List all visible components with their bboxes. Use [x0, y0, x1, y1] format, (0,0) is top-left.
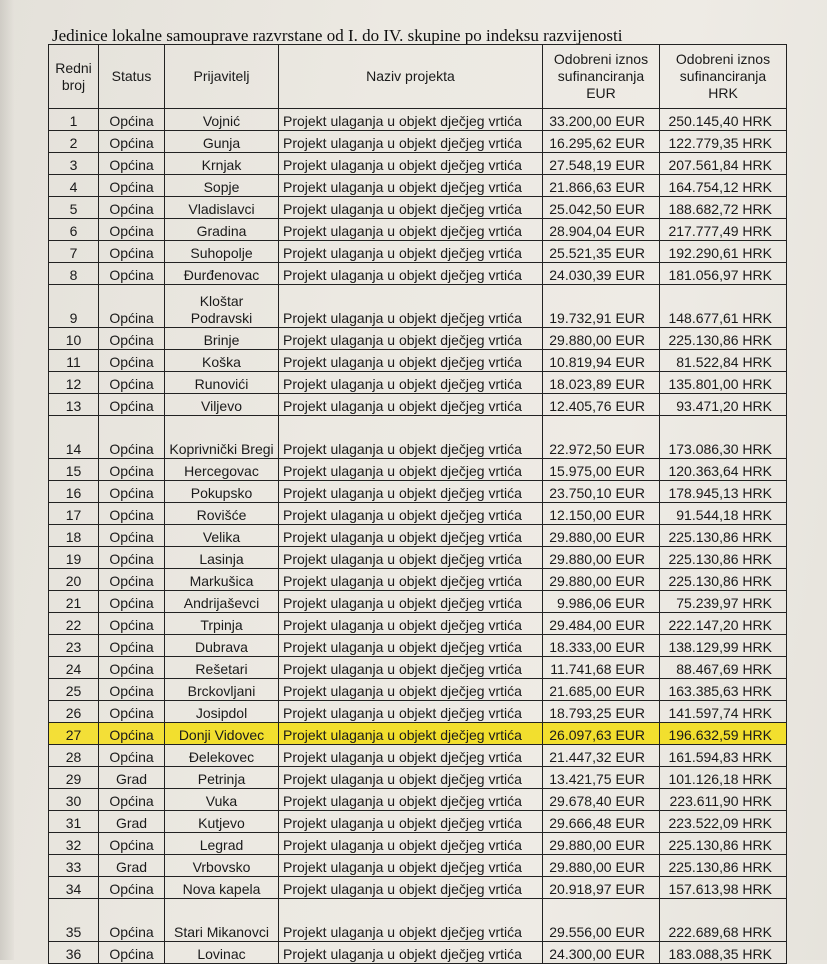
row-status: Općina [99, 394, 165, 416]
row-number: 10 [49, 328, 99, 350]
row-amount-eur: 25.521,35 EUR [543, 241, 660, 263]
row-number: 34 [49, 877, 99, 899]
row-project: Projekt ulaganja u objekt dječjeg vrtića [279, 241, 543, 263]
row-status: Općina [99, 503, 165, 525]
row-applicant: Nova kapela [165, 877, 279, 899]
row-amount-eur: 28.904,04 EUR [543, 219, 660, 241]
row-project: Projekt ulaganja u objekt dječjeg vrtića [279, 679, 543, 701]
table-row [49, 679, 787, 701]
row-number: 25 [49, 679, 99, 701]
row-project: Projekt ulaganja u objekt dječjeg vrtića [279, 263, 543, 285]
row-applicant: Sopje [165, 175, 279, 197]
row-status: Općina [99, 372, 165, 394]
table-row [49, 131, 787, 153]
row-amount-eur: 29.556,00 EUR [543, 899, 660, 942]
row-project: Projekt ulaganja u objekt dječjeg vrtića [279, 833, 543, 855]
row-applicant: Kloštar Podravski [165, 285, 279, 328]
table-row [49, 701, 787, 723]
row-amount-hrk: 138.129,99 HRK [660, 635, 787, 657]
row-amount-eur: 13.421,75 EUR [543, 767, 660, 789]
table-row [49, 263, 787, 285]
page-edge-shadow [0, 0, 14, 960]
row-amount-hrk: 164.754,12 HRK [660, 175, 787, 197]
row-status: Općina [99, 219, 165, 241]
row-amount-hrk: 225.130,86 HRK [660, 569, 787, 591]
row-status: Općina [99, 833, 165, 855]
row-number: 15 [49, 459, 99, 481]
row-number: 7 [49, 241, 99, 263]
row-amount-hrk: 101.126,18 HRK [660, 767, 787, 789]
row-number: 26 [49, 701, 99, 723]
row-project: Projekt ulaganja u objekt dječjeg vrtića [279, 197, 543, 219]
row-amount-hrk: 225.130,86 HRK [660, 833, 787, 855]
table-row [49, 394, 787, 416]
row-number: 12 [49, 372, 99, 394]
row-amount-eur: 29.880,00 EUR [543, 525, 660, 547]
row-status: Grad [99, 855, 165, 877]
row-amount-hrk: 91.544,18 HRK [660, 503, 787, 525]
row-status: Općina [99, 131, 165, 153]
row-amount-eur: 21.866,63 EUR [543, 175, 660, 197]
row-amount-eur: 24.300,00 EUR [543, 942, 660, 964]
row-amount-hrk: 207.561,84 HRK [660, 153, 787, 175]
row-number: 27 [49, 723, 99, 745]
row-project: Projekt ulaganja u objekt dječjeg vrtića [279, 591, 543, 613]
table-row [49, 591, 787, 613]
table-row [49, 745, 787, 767]
row-project: Projekt ulaganja u objekt dječjeg vrtića [279, 613, 543, 635]
row-status: Općina [99, 591, 165, 613]
row-applicant: Stari Mikanovci [165, 899, 279, 942]
row-status: Općina [99, 613, 165, 635]
row-project: Projekt ulaganja u objekt dječjeg vrtića [279, 877, 543, 899]
row-number: 22 [49, 613, 99, 635]
row-status: Općina [99, 569, 165, 591]
row-amount-eur: 18.793,25 EUR [543, 701, 660, 723]
table-row [49, 372, 787, 394]
row-amount-eur: 18.023,89 EUR [543, 372, 660, 394]
table-row [49, 153, 787, 175]
row-amount-hrk: 122.779,35 HRK [660, 131, 787, 153]
row-status: Grad [99, 767, 165, 789]
row-applicant: Koška [165, 350, 279, 372]
row-status: Općina [99, 701, 165, 723]
row-amount-eur: 33.200,00 EUR [543, 109, 660, 131]
row-project: Projekt ulaganja u objekt dječjeg vrtića [279, 350, 543, 372]
row-number: 5 [49, 197, 99, 219]
row-status: Općina [99, 175, 165, 197]
table-row [49, 481, 787, 503]
row-status: Općina [99, 328, 165, 350]
row-status: Grad [99, 811, 165, 833]
row-amount-eur: 29.678,40 EUR [543, 789, 660, 811]
row-amount-hrk: 181.056,97 HRK [660, 263, 787, 285]
row-number: 18 [49, 525, 99, 547]
row-number: 8 [49, 263, 99, 285]
row-project: Projekt ulaganja u objekt dječjeg vrtića [279, 372, 543, 394]
table-row [49, 789, 787, 811]
row-applicant: Velika [165, 525, 279, 547]
row-amount-eur: 19.732,91 EUR [543, 285, 660, 328]
row-amount-eur: 21.685,00 EUR [543, 679, 660, 701]
row-status: Općina [99, 877, 165, 899]
row-status: Općina [99, 481, 165, 503]
header-applicant: Prijavitelj [165, 45, 279, 109]
row-number: 9 [49, 285, 99, 328]
row-applicant: Lasinja [165, 547, 279, 569]
row-project: Projekt ulaganja u objekt dječjeg vrtića [279, 547, 543, 569]
row-number: 35 [49, 899, 99, 942]
row-number: 21 [49, 591, 99, 613]
row-project: Projekt ulaganja u objekt dječjeg vrtića [279, 745, 543, 767]
row-applicant: Kutjevo [165, 811, 279, 833]
row-number: 1 [49, 109, 99, 131]
row-status: Općina [99, 899, 165, 942]
table-row [49, 833, 787, 855]
row-number: 31 [49, 811, 99, 833]
row-project: Projekt ulaganja u objekt dječjeg vrtića [279, 219, 543, 241]
row-status: Općina [99, 657, 165, 679]
table-row [49, 175, 787, 197]
row-amount-eur: 25.042,50 EUR [543, 197, 660, 219]
row-amount-hrk: 75.239,97 HRK [660, 591, 787, 613]
row-amount-hrk: 157.613,98 HRK [660, 877, 787, 899]
row-number: 20 [49, 569, 99, 591]
row-status: Općina [99, 789, 165, 811]
row-project: Projekt ulaganja u objekt dječjeg vrtića [279, 899, 543, 942]
row-amount-hrk: 250.145,40 HRK [660, 109, 787, 131]
row-status: Općina [99, 679, 165, 701]
row-amount-eur: 29.880,00 EUR [543, 569, 660, 591]
header-hrk: Odobreni iznos sufinanciranja HRK [660, 45, 787, 109]
table-row [49, 525, 787, 547]
row-amount-eur: 11.741,68 EUR [543, 657, 660, 679]
table-row [49, 569, 787, 591]
row-number: 3 [49, 153, 99, 175]
row-amount-eur: 29.880,00 EUR [543, 328, 660, 350]
table-row [49, 328, 787, 350]
row-status: Općina [99, 547, 165, 569]
row-amount-hrk: 188.682,72 HRK [660, 197, 787, 219]
row-amount-hrk: 222.689,68 HRK [660, 899, 787, 942]
row-project: Projekt ulaganja u objekt dječjeg vrtića [279, 394, 543, 416]
row-applicant: Runovići [165, 372, 279, 394]
table-row [49, 109, 787, 131]
table-row [49, 547, 787, 569]
row-applicant: Trpinja [165, 613, 279, 635]
row-applicant: Rešetari [165, 657, 279, 679]
row-project: Projekt ulaganja u objekt dječjeg vrtića [279, 525, 543, 547]
table-row [49, 459, 787, 481]
row-amount-hrk: 225.130,86 HRK [660, 328, 787, 350]
row-status: Općina [99, 723, 165, 745]
row-amount-hrk: 192.290,61 HRK [660, 241, 787, 263]
row-amount-hrk: 217.777,49 HRK [660, 219, 787, 241]
row-project: Projekt ulaganja u objekt dječjeg vrtića [279, 569, 543, 591]
row-applicant: Koprivnički Bregi [165, 416, 279, 459]
row-applicant: Legrad [165, 833, 279, 855]
row-amount-eur: 29.880,00 EUR [543, 833, 660, 855]
row-status: Općina [99, 197, 165, 219]
row-project: Projekt ulaganja u objekt dječjeg vrtića [279, 789, 543, 811]
row-amount-hrk: 161.594,83 HRK [660, 745, 787, 767]
table-row [49, 635, 787, 657]
row-amount-eur: 24.030,39 EUR [543, 263, 660, 285]
row-project: Projekt ulaganja u objekt dječjeg vrtića [279, 657, 543, 679]
table-row [49, 723, 787, 745]
row-amount-eur: 22.972,50 EUR [543, 416, 660, 459]
row-amount-eur: 29.666,48 EUR [543, 811, 660, 833]
row-status: Općina [99, 241, 165, 263]
row-project: Projekt ulaganja u objekt dječjeg vrtića [279, 416, 543, 459]
row-applicant: Vrbovsko [165, 855, 279, 877]
row-project: Projekt ulaganja u objekt dječjeg vrtića [279, 503, 543, 525]
row-applicant: Vuka [165, 789, 279, 811]
row-project: Projekt ulaganja u objekt dječjeg vrtića [279, 328, 543, 350]
row-number: 13 [49, 394, 99, 416]
row-amount-hrk: 93.471,20 HRK [660, 394, 787, 416]
row-number: 29 [49, 767, 99, 789]
row-applicant: Petrinja [165, 767, 279, 789]
row-project: Projekt ulaganja u objekt dječjeg vrtića [279, 635, 543, 657]
row-applicant: Brckovljani [165, 679, 279, 701]
row-number: 4 [49, 175, 99, 197]
table-row [49, 767, 787, 789]
table-header-row [49, 45, 787, 109]
row-amount-hrk: 223.611,90 HRK [660, 789, 787, 811]
row-status: Općina [99, 942, 165, 964]
row-number: 24 [49, 657, 99, 679]
row-number: 2 [49, 131, 99, 153]
header-no: Redni broj [49, 45, 99, 109]
row-amount-eur: 29.880,00 EUR [543, 855, 660, 877]
row-applicant: Brinje [165, 328, 279, 350]
row-applicant: Vladislavci [165, 197, 279, 219]
row-project: Projekt ulaganja u objekt dječjeg vrtića [279, 153, 543, 175]
row-status: Općina [99, 109, 165, 131]
row-amount-eur: 12.405,76 EUR [543, 394, 660, 416]
row-number: 23 [49, 635, 99, 657]
row-amount-hrk: 225.130,86 HRK [660, 547, 787, 569]
row-status: Općina [99, 263, 165, 285]
row-applicant: Josipdol [165, 701, 279, 723]
row-amount-hrk: 81.522,84 HRK [660, 350, 787, 372]
table-row [49, 219, 787, 241]
row-applicant: Krnjak [165, 153, 279, 175]
row-number: 33 [49, 855, 99, 877]
row-amount-eur: 21.447,32 EUR [543, 745, 660, 767]
row-amount-hrk: 183.088,35 HRK [660, 942, 787, 964]
row-amount-eur: 9.986,06 EUR [543, 591, 660, 613]
row-project: Projekt ulaganja u objekt dječjeg vrtića [279, 811, 543, 833]
row-applicant: Pokupsko [165, 481, 279, 503]
row-status: Općina [99, 745, 165, 767]
row-applicant: Suhopolje [165, 241, 279, 263]
row-project: Projekt ulaganja u objekt dječjeg vrtića [279, 131, 543, 153]
row-amount-eur: 18.333,00 EUR [543, 635, 660, 657]
table-row [49, 855, 787, 877]
row-applicant: Andrijaševci [165, 591, 279, 613]
row-number: 6 [49, 219, 99, 241]
header-project: Naziv projekta [279, 45, 543, 109]
row-number: 30 [49, 789, 99, 811]
row-amount-hrk: 178.945,13 HRK [660, 481, 787, 503]
row-status: Općina [99, 525, 165, 547]
row-amount-eur: 16.295,62 EUR [543, 131, 660, 153]
row-amount-eur: 20.918,97 EUR [543, 877, 660, 899]
row-applicant: Rovišće [165, 503, 279, 525]
row-amount-hrk: 141.597,74 HRK [660, 701, 787, 723]
row-number: 17 [49, 503, 99, 525]
row-amount-hrk: 173.086,30 HRK [660, 416, 787, 459]
row-status: Općina [99, 416, 165, 459]
table-row [49, 285, 787, 328]
row-number: 28 [49, 745, 99, 767]
row-applicant: Vojnić [165, 109, 279, 131]
header-eur: Odobreni iznos sufinanciranja EUR [543, 45, 660, 109]
table-row [49, 877, 787, 899]
row-project: Projekt ulaganja u objekt dječjeg vrtića [279, 109, 543, 131]
row-applicant: Donji Vidovec [165, 723, 279, 745]
row-amount-eur: 27.548,19 EUR [543, 153, 660, 175]
table-row [49, 811, 787, 833]
row-applicant: Gunja [165, 131, 279, 153]
table-row [49, 613, 787, 635]
row-project: Projekt ulaganja u objekt dječjeg vrtića [279, 855, 543, 877]
row-status: Općina [99, 459, 165, 481]
row-project: Projekt ulaganja u objekt dječjeg vrtića [279, 942, 543, 964]
row-amount-eur: 29.880,00 EUR [543, 547, 660, 569]
row-project: Projekt ulaganja u objekt dječjeg vrtića [279, 175, 543, 197]
row-applicant: Dubrava [165, 635, 279, 657]
table-row [49, 197, 787, 219]
row-amount-eur: 26.097,63 EUR [543, 723, 660, 745]
table-row [49, 657, 787, 679]
row-number: 14 [49, 416, 99, 459]
table-row [49, 241, 787, 263]
row-amount-eur: 23.750,10 EUR [543, 481, 660, 503]
table-row [49, 942, 787, 964]
row-project: Projekt ulaganja u objekt dječjeg vrtića [279, 701, 543, 723]
row-project: Projekt ulaganja u objekt dječjeg vrtića [279, 723, 543, 745]
table-row [49, 416, 787, 459]
row-amount-hrk: 135.801,00 HRK [660, 372, 787, 394]
row-applicant: Đurđenovac [165, 263, 279, 285]
row-status: Općina [99, 635, 165, 657]
header-status: Status [99, 45, 165, 109]
row-applicant: Hercegovac [165, 459, 279, 481]
row-number: 11 [49, 350, 99, 372]
row-status: Općina [99, 285, 165, 328]
row-number: 16 [49, 481, 99, 503]
document-heading: Jedinice lokalne samouprave razvrstane od I. do IV. skupine po indeksu razvijenosti [52, 26, 623, 45]
row-amount-hrk: 223.522,09 HRK [660, 811, 787, 833]
row-status: Općina [99, 153, 165, 175]
row-applicant: Đelekovec [165, 745, 279, 767]
row-amount-hrk: 163.385,63 HRK [660, 679, 787, 701]
row-applicant: Lovinac [165, 942, 279, 964]
row-number: 19 [49, 547, 99, 569]
row-status: Općina [99, 350, 165, 372]
table-row [49, 503, 787, 525]
row-amount-hrk: 225.130,86 HRK [660, 525, 787, 547]
row-amount-eur: 29.484,00 EUR [543, 613, 660, 635]
row-applicant: Gradina [165, 219, 279, 241]
row-amount-eur: 15.975,00 EUR [543, 459, 660, 481]
row-amount-hrk: 222.147,20 HRK [660, 613, 787, 635]
table-row [49, 899, 787, 942]
row-amount-eur: 12.150,00 EUR [543, 503, 660, 525]
row-amount-hrk: 225.130,86 HRK [660, 855, 787, 877]
row-project: Projekt ulaganja u objekt dječjeg vrtića [279, 767, 543, 789]
row-applicant: Markušica [165, 569, 279, 591]
row-project: Projekt ulaganja u objekt dječjeg vrtića [279, 459, 543, 481]
row-project: Projekt ulaganja u objekt dječjeg vrtića [279, 481, 543, 503]
row-amount-eur: 10.819,94 EUR [543, 350, 660, 372]
funding-table [48, 44, 787, 964]
row-amount-hrk: 88.467,69 HRK [660, 657, 787, 679]
table-row [49, 350, 787, 372]
row-applicant: Viljevo [165, 394, 279, 416]
row-amount-hrk: 120.363,64 HRK [660, 459, 787, 481]
row-amount-hrk: 196.632,59 HRK [660, 723, 787, 745]
row-project: Projekt ulaganja u objekt dječjeg vrtića [279, 285, 543, 328]
row-amount-hrk: 148.677,61 HRK [660, 285, 787, 328]
row-number: 32 [49, 833, 99, 855]
row-number: 36 [49, 942, 99, 964]
